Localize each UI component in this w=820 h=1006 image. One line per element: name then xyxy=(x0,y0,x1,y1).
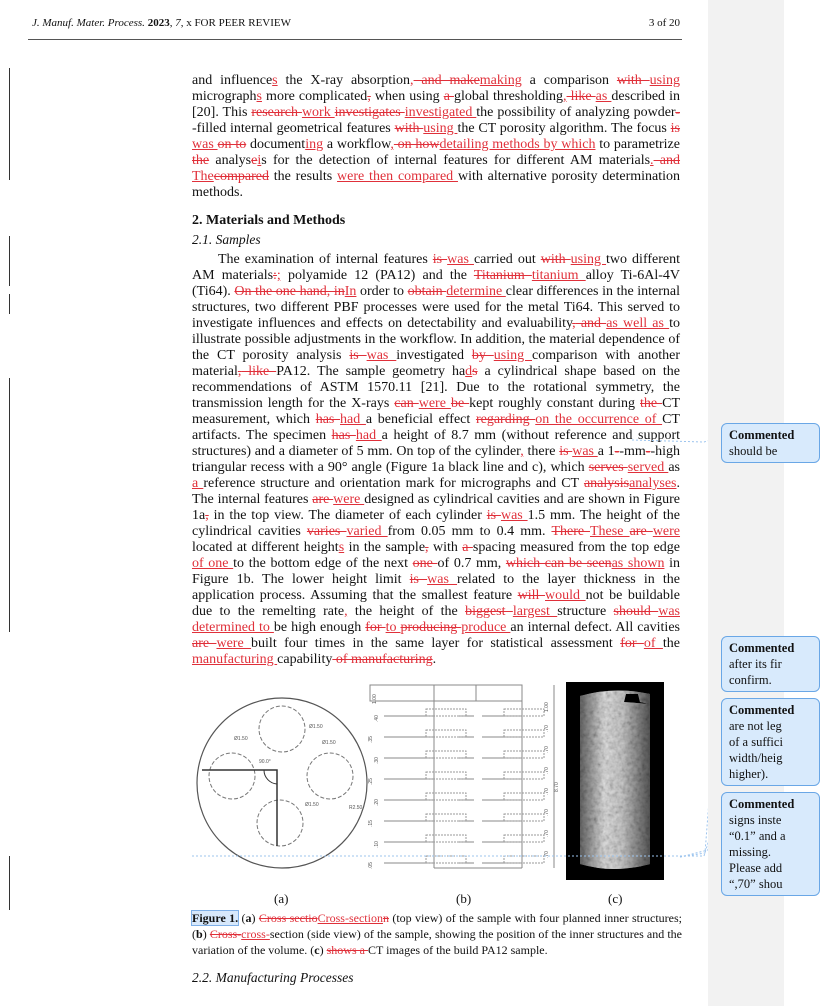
comment-text: confirm. xyxy=(729,673,772,687)
diameter-label: Ø1.50 xyxy=(234,736,248,742)
deleted-text: analysis xyxy=(583,476,630,491)
deleted-text: investigates xyxy=(334,105,405,120)
text-run: there xyxy=(523,444,560,459)
diameter-label: Ø1.50 xyxy=(305,802,319,808)
comment-2[interactable] xyxy=(721,636,820,692)
text-run: structure xyxy=(557,604,614,619)
deleted-text: e xyxy=(251,153,258,168)
inserted-text: as shown xyxy=(611,556,665,571)
dimension-label: 8.70 xyxy=(554,782,560,792)
subfigure-label-a: (a) xyxy=(274,891,289,906)
text-run: a beneficial effect xyxy=(365,412,476,427)
comment-connector xyxy=(192,800,721,856)
dimension-label: .70 xyxy=(544,746,550,753)
text-run: located at different height xyxy=(192,540,339,555)
comment-text: “0.1” and a xyxy=(729,829,786,843)
inserted-text: investigated xyxy=(404,105,477,120)
deleted-text: the xyxy=(192,153,210,168)
text-run: ( xyxy=(238,911,246,925)
text-run: the X-ray absorption xyxy=(277,73,411,88)
deleted-text: - xyxy=(675,105,680,120)
comment-text: signs inste xyxy=(729,813,782,827)
comments-pane xyxy=(708,0,795,1006)
inserted-text: largest xyxy=(512,604,558,619)
inserted-text: , xyxy=(410,73,414,88)
text-run: an internal defect. All cavities xyxy=(510,620,680,635)
text-run: a height of 8.7 mm (without reference and support structures) and a diameter of 5 mm. On top of the cylinder xyxy=(192,428,681,459)
sep: , xyxy=(169,17,176,29)
inserted-text: manufacturing xyxy=(192,652,278,667)
text-run: -mm xyxy=(619,444,646,459)
subsection-heading-samples: 2.1. Samples xyxy=(192,232,261,247)
text-run: related to the layer thickness in the application process. Assuming that the smallest feature xyxy=(192,572,680,603)
deleted-text: the xyxy=(640,396,663,411)
deleted-text: and make xyxy=(413,73,480,88)
dimension-label: .70 xyxy=(544,830,550,837)
text-run: ) xyxy=(319,943,327,957)
text-run: with xyxy=(428,540,463,555)
comment-author: Commented xyxy=(729,797,795,811)
deleted-text: s xyxy=(472,364,478,379)
text-run: ) xyxy=(202,927,210,941)
inserted-text: varied xyxy=(346,524,388,539)
deleted-text: - xyxy=(614,444,620,459)
deleted-text: has xyxy=(315,412,341,427)
inserted-text: of xyxy=(643,636,663,651)
text-run: a 1 xyxy=(597,444,615,459)
comment-text: after its fir xyxy=(729,657,782,671)
text-run: alloy Ti-6Al-4V (Ti64). xyxy=(192,268,680,299)
deleted-text: one xyxy=(412,556,438,571)
diameter-label: Ø1.50 xyxy=(309,724,323,730)
deleted-text: On the one hand, in xyxy=(234,284,345,299)
comment-text: missing. xyxy=(729,845,772,859)
deleted-text: be xyxy=(450,396,470,411)
text-run: the results xyxy=(268,169,338,184)
deleted-text: shows a xyxy=(326,943,368,957)
comment-author: Commented xyxy=(729,703,795,717)
inserted-text: was xyxy=(572,444,598,459)
journal-volume: 7 xyxy=(175,17,181,29)
dimension-label: .70 xyxy=(544,767,550,774)
section-heading: 2. Materials and Methods xyxy=(192,213,346,228)
dimension-label: .10 xyxy=(374,841,380,848)
text-run: not be buildable due to the remelting rate xyxy=(192,588,681,619)
text-run: kept roughly constant during xyxy=(469,396,641,411)
angle-label: 90.0° xyxy=(259,759,271,765)
inserted-text: was xyxy=(192,137,218,152)
dimension-label: .05 xyxy=(368,862,374,869)
inserted-text: work xyxy=(301,105,335,120)
deleted-text: is xyxy=(432,252,448,267)
inserted-text: s xyxy=(338,540,345,555)
text-run: of 0.7 mm, xyxy=(437,556,506,571)
deleted-text: like xyxy=(241,364,277,379)
comment-text: are not leg xyxy=(729,719,782,733)
text-run: the xyxy=(662,636,681,651)
deleted-text: of manufacturing xyxy=(332,652,433,667)
deleted-text: are xyxy=(312,492,334,507)
text-run: to parametrize xyxy=(595,137,680,152)
inserted-text: i xyxy=(257,153,262,168)
text-run: spacing measured from the top edge xyxy=(472,540,681,555)
dimension-label: .40 xyxy=(374,715,380,722)
inserted-text: had xyxy=(355,428,382,443)
bold-text: a xyxy=(245,911,252,925)
header-suffix: , x FOR PEER REVIEW xyxy=(180,17,291,29)
inserted-text: , xyxy=(344,604,348,619)
inserted-text: making xyxy=(479,73,522,88)
inserted-text: , xyxy=(563,89,567,104)
inserted-text: as xyxy=(595,89,612,104)
dimension-label: 1.00 xyxy=(544,702,550,712)
dimension-label: .15 xyxy=(368,820,374,827)
inserted-text: served xyxy=(627,460,669,475)
deleted-text: Cross sectio xyxy=(258,911,318,925)
deleted-text: biggest xyxy=(465,604,513,619)
text-run: clear differences in the internal structures, two different PBF processes were used for the metal Ti64. This served to investigate influences and effects on detectability and evaluability xyxy=(192,284,681,331)
deleted-text: producing xyxy=(400,620,462,635)
text-run: . xyxy=(432,652,437,667)
text-run: analys xyxy=(209,153,252,168)
text-run: described in [20]. This xyxy=(192,89,681,120)
deleted-text: obtain xyxy=(407,284,447,299)
deleted-text: has xyxy=(331,428,356,443)
deleted-text: - xyxy=(645,444,651,459)
inserted-text: The xyxy=(192,169,214,184)
journal-name: J. Manuf. Mater. Process. xyxy=(32,17,145,29)
deleted-text: is xyxy=(409,572,428,587)
deleted-text: on to xyxy=(217,137,247,152)
text-run: in the sample xyxy=(344,540,426,555)
inserted-text: as well as xyxy=(606,316,670,331)
inserted-text: d xyxy=(465,364,473,379)
deleted-text: a xyxy=(462,540,473,555)
text-run: as xyxy=(668,460,680,475)
deleted-text: with xyxy=(394,121,424,136)
text-run: carried out xyxy=(473,252,541,267)
text-run: with alternative porosity determination methods. xyxy=(192,169,680,200)
text-run: capability xyxy=(277,652,333,667)
page-number: 3 of 20 xyxy=(648,17,680,29)
text-run: order to xyxy=(356,284,408,299)
text-run: (top view) of the sample with four planned inner structures; ( xyxy=(192,911,682,941)
comment-text: should be xyxy=(729,444,778,458)
subfigure-label-b: (b) xyxy=(456,891,472,906)
inserted-text: were xyxy=(652,524,681,539)
inserted-text: using xyxy=(570,252,607,267)
text-run: the possibility of analyzing powder xyxy=(476,105,676,120)
inserted-text: using xyxy=(649,73,680,88)
text-run: two different AM materials xyxy=(192,252,680,283)
inserted-text: titanium xyxy=(531,268,586,283)
deleted-text: Titanium xyxy=(473,268,532,283)
text-run: 1.5 mm. The height of the cylindrical cavities xyxy=(192,508,680,539)
deleted-text: is xyxy=(559,444,573,459)
inserted-text: produce xyxy=(461,620,511,635)
dimension-label: .30 xyxy=(374,757,380,764)
text-run: in the top view. The diameter of each cylinder xyxy=(208,508,487,523)
dimension-label: .20 xyxy=(374,799,380,806)
radius-label: R2.50 xyxy=(349,805,363,811)
inserted-text: were xyxy=(418,396,451,411)
comment-3[interactable] xyxy=(721,698,820,786)
inserted-text: on the occurrence of xyxy=(535,412,663,427)
inserted-text: was xyxy=(366,348,397,363)
text-run: more complicated xyxy=(261,89,368,104)
inserted-text: , xyxy=(390,137,394,152)
deleted-text: with xyxy=(540,252,571,267)
text-run: s for the detection of internal features for different AM materials xyxy=(261,153,651,168)
dimension-label: .70 xyxy=(544,809,550,816)
text-run: CT measurement, which xyxy=(192,396,681,427)
deleted-text: should xyxy=(613,604,659,619)
inserted-text: analyses xyxy=(629,476,677,491)
deleted-text: , xyxy=(367,89,371,104)
deleted-text: : xyxy=(273,268,277,283)
deleted-text: for xyxy=(365,620,386,635)
deleted-text: can xyxy=(394,396,419,411)
comment-4[interactable] xyxy=(721,792,820,896)
dimension-label: .70 xyxy=(544,725,550,732)
text-run: to the bottom edge of the next xyxy=(233,556,413,571)
inserted-text: . xyxy=(650,153,654,168)
inserted-text: to xyxy=(385,620,401,635)
deleted-text: is xyxy=(349,348,367,363)
dimension-label: .70 xyxy=(544,788,550,795)
text-run: polyamide 12 (PA12) and the xyxy=(280,268,474,283)
dimension-label: .35 xyxy=(368,736,374,743)
bold-text: Figure 1. xyxy=(192,911,239,925)
deleted-text: , xyxy=(425,540,429,555)
deleted-text: which can be seen xyxy=(505,556,612,571)
deleted-text: , xyxy=(237,364,242,379)
text-run: investigated xyxy=(396,348,472,363)
deleted-text: are xyxy=(192,636,217,651)
inserted-text: was xyxy=(447,252,474,267)
text-run: -filled internal geometrical features xyxy=(192,121,395,136)
dimension-label: 1.00 xyxy=(372,694,378,704)
text-run: designed as cylindrical cavities and are shown in Figure 1a xyxy=(192,492,681,523)
inserted-text: cross- xyxy=(241,927,270,941)
inserted-text: would xyxy=(545,588,586,603)
text-run: and influence xyxy=(192,73,273,88)
text-run: document xyxy=(246,137,306,152)
deleted-text: like xyxy=(566,89,596,104)
deleted-text: There xyxy=(551,524,590,539)
comment-1[interactable] xyxy=(721,423,820,463)
text-run: to illustrate possible adjustments in the workflow. In addition, the material dependence of the CT porosity analysis xyxy=(192,316,680,363)
inserted-text: was xyxy=(500,508,528,523)
text-run: a cylindrical shape based on the recommendations of ASTM 1570.11 [21]. Due to the rotational symmetry, the transmission length for the X-rays xyxy=(192,364,680,411)
comment-text: width/heig xyxy=(729,751,783,765)
text-run: CT artifacts. The specimen xyxy=(192,412,680,443)
text-run: reference structure and orientation mark for micrographs and CT xyxy=(203,476,584,491)
text-run: when using xyxy=(370,89,444,104)
text-run: from 0.05 mm to 0.4 mm. xyxy=(387,524,552,539)
text-run: in Figure 1b. The lower height limit xyxy=(192,556,680,587)
comment-text: Please add xyxy=(729,861,783,875)
text-run: the height of the xyxy=(347,604,466,619)
deleted-text: is xyxy=(670,121,681,136)
bold-text: b xyxy=(196,927,203,941)
subfigure-label-c: (c) xyxy=(608,891,623,906)
inserted-text: , xyxy=(520,444,524,459)
deleted-text: n xyxy=(382,911,389,925)
deleted-text: regarding xyxy=(475,412,536,427)
deleted-text: serves xyxy=(588,460,628,475)
inserted-text: were xyxy=(333,492,365,507)
deleted-text: will xyxy=(517,588,546,603)
inserted-text: s xyxy=(272,73,278,88)
diameter-label: Ø1.50 xyxy=(322,740,336,746)
inserted-text: using xyxy=(493,348,533,363)
bold-text: c xyxy=(314,943,320,957)
text-run: global thresholding xyxy=(453,89,564,104)
text-run: the CT porosity algorithm. The focus xyxy=(457,121,671,136)
inserted-text: using xyxy=(423,121,458,136)
text-run: PA12. The sample geometry ha xyxy=(276,364,466,379)
text-run: a workflow xyxy=(323,137,391,152)
deleted-text: and xyxy=(575,316,607,331)
journal-year: 2023 xyxy=(147,17,170,29)
inserted-text: had xyxy=(340,412,366,427)
deleted-text: , xyxy=(205,508,209,523)
deleted-text: , xyxy=(572,316,576,331)
text-run: micrograph xyxy=(192,89,257,104)
inserted-text: a xyxy=(192,476,204,491)
comment-author: Commented xyxy=(729,428,795,442)
text-run: a comparison xyxy=(521,73,617,88)
deleted-text: with xyxy=(616,73,650,88)
text-run: CT images of the build PA12 sample. xyxy=(367,943,548,957)
deleted-text: a xyxy=(443,89,454,104)
deleted-text: on how xyxy=(393,137,440,152)
comment-text: of a suffici xyxy=(729,735,783,749)
inserted-text: were xyxy=(216,636,252,651)
inserted-text: of one xyxy=(192,556,234,571)
inserted-text: In xyxy=(344,284,357,299)
inserted-text: detailing methods by which xyxy=(439,137,596,152)
deleted-text: Cross- xyxy=(209,927,242,941)
deleted-text: and xyxy=(653,153,681,168)
comment-text: higher). xyxy=(729,767,769,781)
inserted-text: These xyxy=(589,524,630,539)
text-run: The examination of internal features xyxy=(218,252,433,267)
text-run: be high enough xyxy=(273,620,366,635)
inserted-text: determine xyxy=(446,284,506,299)
inserted-text: were then compared xyxy=(337,169,458,184)
inserted-text: ; xyxy=(276,268,281,283)
inserted-text: was determined to xyxy=(192,604,680,635)
deleted-text: by xyxy=(471,348,494,363)
comment-text: “,70” shou xyxy=(729,877,783,891)
deleted-text: is xyxy=(486,508,501,523)
text-run: built four times in the same layer for statistical assessment xyxy=(251,636,621,651)
subsection-heading-manufacturing: 2.2. Manufacturing Processes xyxy=(192,970,354,985)
dimension-label: .25 xyxy=(368,778,374,785)
text-run: -high triangular recess with a 90° angle (Figure 1a black line and c), which xyxy=(192,444,680,475)
inserted-text: was xyxy=(427,572,458,587)
text-run: section (side view) of the sample, showing the position of the inner structures and the variation of the volume. ( xyxy=(192,927,682,957)
deleted-text: varies xyxy=(306,524,347,539)
deleted-text: for xyxy=(620,636,644,651)
text-run: comparison with another material xyxy=(192,348,681,379)
deleted-text: compared xyxy=(213,169,269,184)
inserted-text: Cross-section xyxy=(317,911,383,925)
comment-author: Commented xyxy=(729,641,795,655)
text-run: . The internal features xyxy=(192,476,680,507)
deleted-text: are xyxy=(629,524,653,539)
dimension-label: .70 xyxy=(544,851,550,858)
inserted-text: ing xyxy=(305,137,324,152)
deleted-text: research xyxy=(251,105,302,120)
text-run: ) xyxy=(251,911,259,925)
inserted-text: s xyxy=(256,89,262,104)
